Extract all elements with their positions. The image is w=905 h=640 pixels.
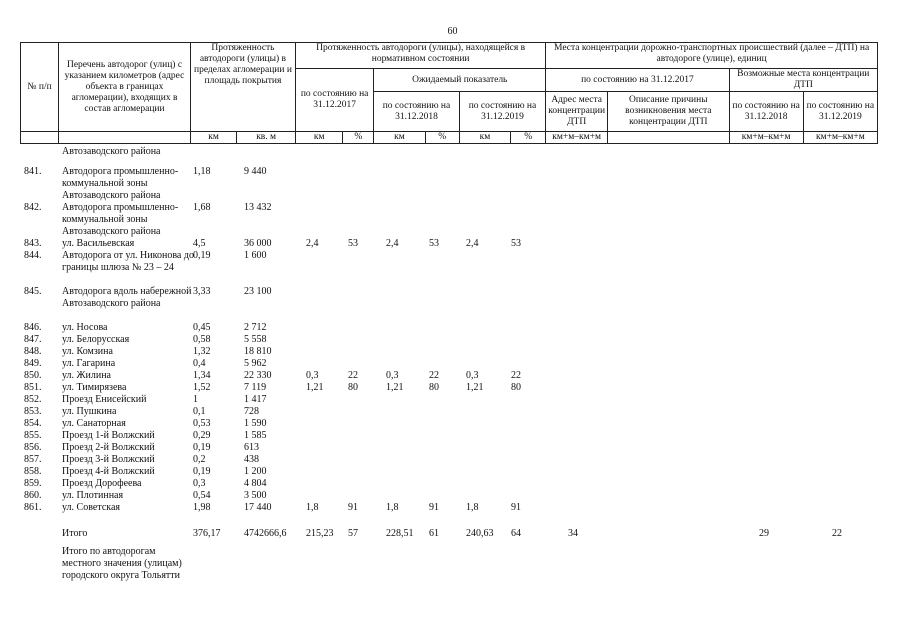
unit-kmm: км+м–км+м xyxy=(729,132,803,144)
normative-km-2019: 1,21 xyxy=(466,382,484,393)
normative-km-2018: 1,21 xyxy=(386,382,404,393)
length-km: 0,2 xyxy=(193,454,206,465)
header-possible-2018: по состоянию на 31.12.2018 xyxy=(729,92,803,132)
road-name: ул. Белорусская xyxy=(62,334,130,345)
area-kvm: 18 810 xyxy=(244,346,272,357)
header-num: № п/п xyxy=(21,43,59,132)
header-reason: Описание причины возникновения места концентрации ДТП xyxy=(608,92,730,132)
road-name: ул. Гагарина xyxy=(62,358,116,369)
header-address: Адрес места концентрации ДТП xyxy=(546,92,608,132)
normative-pct-2019: 91 xyxy=(511,502,521,513)
row-number: 845. xyxy=(24,286,42,297)
length-km: 0,54 xyxy=(193,490,211,501)
total-kvm: 4742666,6 xyxy=(244,528,287,539)
normative-pct-2018: 22 xyxy=(429,370,439,381)
normative-km-2017: 1,8 xyxy=(306,502,319,513)
row-number: 853. xyxy=(24,406,42,417)
length-km: 0,19 xyxy=(193,250,211,261)
total-possible-2018: 29 xyxy=(759,528,769,539)
unit-km: км xyxy=(459,132,510,144)
normative-pct-2017: 80 xyxy=(348,382,358,393)
table-header xyxy=(20,42,878,144)
normative-pct-2018: 80 xyxy=(429,382,439,393)
header-dtp-2017: по состоянию на 31.12.2017 xyxy=(546,69,729,92)
area-kvm: 17 440 xyxy=(244,502,272,513)
total-normative-pct-2018: 61 xyxy=(429,528,439,539)
row-number: 854. xyxy=(24,418,42,429)
total-label: Итого xyxy=(62,528,88,539)
row-number: 851. xyxy=(24,382,42,393)
road-name: ул. Пушкина xyxy=(62,406,117,417)
length-km: 1 xyxy=(193,394,198,405)
header-length-area: Протяженность автодороги (улицы) в пределах агломерации и площадь покрытия xyxy=(190,43,295,132)
length-km: 4,5 xyxy=(193,238,206,249)
road-name: Автодорога промышленно-коммунальной зоны Автозаводского района xyxy=(62,202,179,237)
length-km: 0,45 xyxy=(193,322,211,333)
length-km: 1,18 xyxy=(193,166,211,177)
row-number: 847. xyxy=(24,334,42,345)
unit-kmm: км+м–км+м xyxy=(546,132,608,144)
header-name: Перечень автодорог (улиц) с указанием километров (адрес объекта в границах агломерации), входящих в состав агломерации xyxy=(59,43,191,132)
length-km: 0,1 xyxy=(193,406,206,417)
row-number: 852. xyxy=(24,394,42,405)
header-possible: Возможные места концентрации ДТП xyxy=(729,69,877,92)
length-km: 3,33 xyxy=(193,286,211,297)
header-as-of-2017: по состоянию на 31.12.2017 xyxy=(295,69,373,132)
road-name: Проезд 2-й Волжский xyxy=(62,442,155,453)
area-kvm: 1 590 xyxy=(244,418,267,429)
row-number: 858. xyxy=(24,466,42,477)
length-km: 0,29 xyxy=(193,430,211,441)
normative-km-2017: 2,4 xyxy=(306,238,319,249)
continuation-text: Автозаводского района xyxy=(62,146,161,157)
area-kvm: 5 558 xyxy=(244,334,267,345)
row-number: 841. xyxy=(24,166,42,177)
unit-kvm: кв. м xyxy=(237,132,296,144)
road-name: Проезд Енисейский xyxy=(62,394,147,405)
length-km: 0,19 xyxy=(193,442,211,453)
length-km: 1,52 xyxy=(193,382,211,393)
unit-km: км xyxy=(374,132,425,144)
normative-km-2017: 1,21 xyxy=(306,382,324,393)
unit-pct: % xyxy=(511,132,546,144)
road-name: ул. Комзина xyxy=(62,346,113,357)
road-name: ул. Плотинная xyxy=(62,490,124,501)
length-km: 1,68 xyxy=(193,202,211,213)
length-km: 1,98 xyxy=(193,502,211,513)
road-name: Проезд Дорофеева xyxy=(62,478,142,489)
total-normative-km-2018: 228,51 xyxy=(386,528,414,539)
row-number: 856. xyxy=(24,442,42,453)
area-kvm: 4 804 xyxy=(244,478,267,489)
unit-km: км xyxy=(190,132,236,144)
area-kvm: 13 432 xyxy=(244,202,272,213)
area-kvm: 23 100 xyxy=(244,286,272,297)
area-kvm: 1 600 xyxy=(244,250,267,261)
row-number: 842. xyxy=(24,202,42,213)
normative-km-2019: 0,3 xyxy=(466,370,479,381)
normative-pct-2017: 53 xyxy=(348,238,358,249)
total-km: 376,17 xyxy=(193,528,221,539)
normative-km-2018: 0,3 xyxy=(386,370,399,381)
row-number: 846. xyxy=(24,322,42,333)
road-name: ул. Носова xyxy=(62,322,108,333)
road-name: Автодорога от ул. Никонова до границы шлюза № 23 – 24 xyxy=(62,250,194,273)
header-possible-2019: по состоянию на 31.12.2019 xyxy=(803,92,877,132)
header-expected: Ожидаемый показатель xyxy=(374,69,546,92)
road-name: ул. Васильевская xyxy=(62,238,135,249)
normative-km-2019: 2,4 xyxy=(466,238,479,249)
row-number: 857. xyxy=(24,454,42,465)
total-possible-2019: 22 xyxy=(832,528,842,539)
row-number: 843. xyxy=(24,238,42,249)
road-name: ул. Тимирязева xyxy=(62,382,127,393)
header-as-of-2018: по состоянию на 31.12.2018 xyxy=(374,92,459,132)
road-name: Проезд 3-й Волжский xyxy=(62,454,155,465)
area-kvm: 613 xyxy=(244,442,259,453)
area-kvm: 5 962 xyxy=(244,358,267,369)
normative-pct-2018: 91 xyxy=(429,502,439,513)
normative-pct-2017: 91 xyxy=(348,502,358,513)
road-name: ул. Жилина xyxy=(62,370,111,381)
area-kvm: 1 585 xyxy=(244,430,267,441)
normative-km-2018: 1,8 xyxy=(386,502,399,513)
area-kvm: 7 119 xyxy=(244,382,267,393)
row-number: 848. xyxy=(24,346,42,357)
length-km: 0,58 xyxy=(193,334,211,345)
road-name: Проезд 4-й Волжский xyxy=(62,466,155,477)
normative-pct-2018: 53 xyxy=(429,238,439,249)
area-kvm: 1 200 xyxy=(244,466,267,477)
length-km: 0,19 xyxy=(193,466,211,477)
normative-pct-2019: 22 xyxy=(511,370,521,381)
normative-pct-2017: 22 xyxy=(348,370,358,381)
header-as-of-2019: по состоянию на 31.12.2019 xyxy=(459,92,546,132)
area-kvm: 22 330 xyxy=(244,370,272,381)
area-kvm: 36 000 xyxy=(244,238,272,249)
area-kvm: 2 712 xyxy=(244,322,267,333)
road-name: ул. Санаторная xyxy=(62,418,126,429)
total-normative-pct-2017: 57 xyxy=(348,528,358,539)
total-dtp-2017: 34 xyxy=(568,528,578,539)
area-kvm: 1 417 xyxy=(244,394,267,405)
total-normative-km-2017: 215,23 xyxy=(306,528,334,539)
unit-pct: % xyxy=(343,132,374,144)
page-number: 60 xyxy=(447,26,458,37)
footer-total-label: Итого по автодорогам местного значения (улицам) городского округа Тольятти xyxy=(62,546,182,581)
header-dtp-places: Места концентрации дорожно-транспортных происшествий (далее – ДТП) на автодороге (улице), единиц xyxy=(546,43,878,69)
row-number: 855. xyxy=(24,430,42,441)
normative-km-2017: 0,3 xyxy=(306,370,319,381)
unit-pct: % xyxy=(425,132,459,144)
row-number: 844. xyxy=(24,250,42,261)
area-kvm: 438 xyxy=(244,454,259,465)
area-kvm: 9 440 xyxy=(244,166,267,177)
road-name: ул. Советская xyxy=(62,502,120,513)
total-normative-pct-2019: 64 xyxy=(511,528,521,539)
unit-km: км xyxy=(295,132,342,144)
length-km: 0,3 xyxy=(193,478,206,489)
length-km: 1,34 xyxy=(193,370,211,381)
header-normative: Протяженность автодороги (улицы), находящейся в нормативном состоянии xyxy=(295,43,545,69)
normative-pct-2019: 80 xyxy=(511,382,521,393)
length-km: 1,32 xyxy=(193,346,211,357)
normative-km-2018: 2,4 xyxy=(386,238,399,249)
row-number: 860. xyxy=(24,490,42,501)
row-number: 850. xyxy=(24,370,42,381)
row-number: 861. xyxy=(24,502,42,513)
area-kvm: 3 500 xyxy=(244,490,267,501)
total-normative-km-2019: 240,63 xyxy=(466,528,494,539)
road-name: Автодорога промышленно-коммунальной зоны Автозаводского района xyxy=(62,166,179,201)
area-kvm: 728 xyxy=(244,406,259,417)
road-name: Проезд 1-й Волжский xyxy=(62,430,155,441)
row-number: 859. xyxy=(24,478,42,489)
length-km: 0,53 xyxy=(193,418,211,429)
road-name: Автодорога вдоль набережной Автозаводского района xyxy=(62,286,192,309)
length-km: 0,4 xyxy=(193,358,206,369)
normative-pct-2019: 53 xyxy=(511,238,521,249)
unit-kmm: км+м–км+м xyxy=(803,132,877,144)
normative-km-2019: 1,8 xyxy=(466,502,479,513)
row-number: 849. xyxy=(24,358,42,369)
